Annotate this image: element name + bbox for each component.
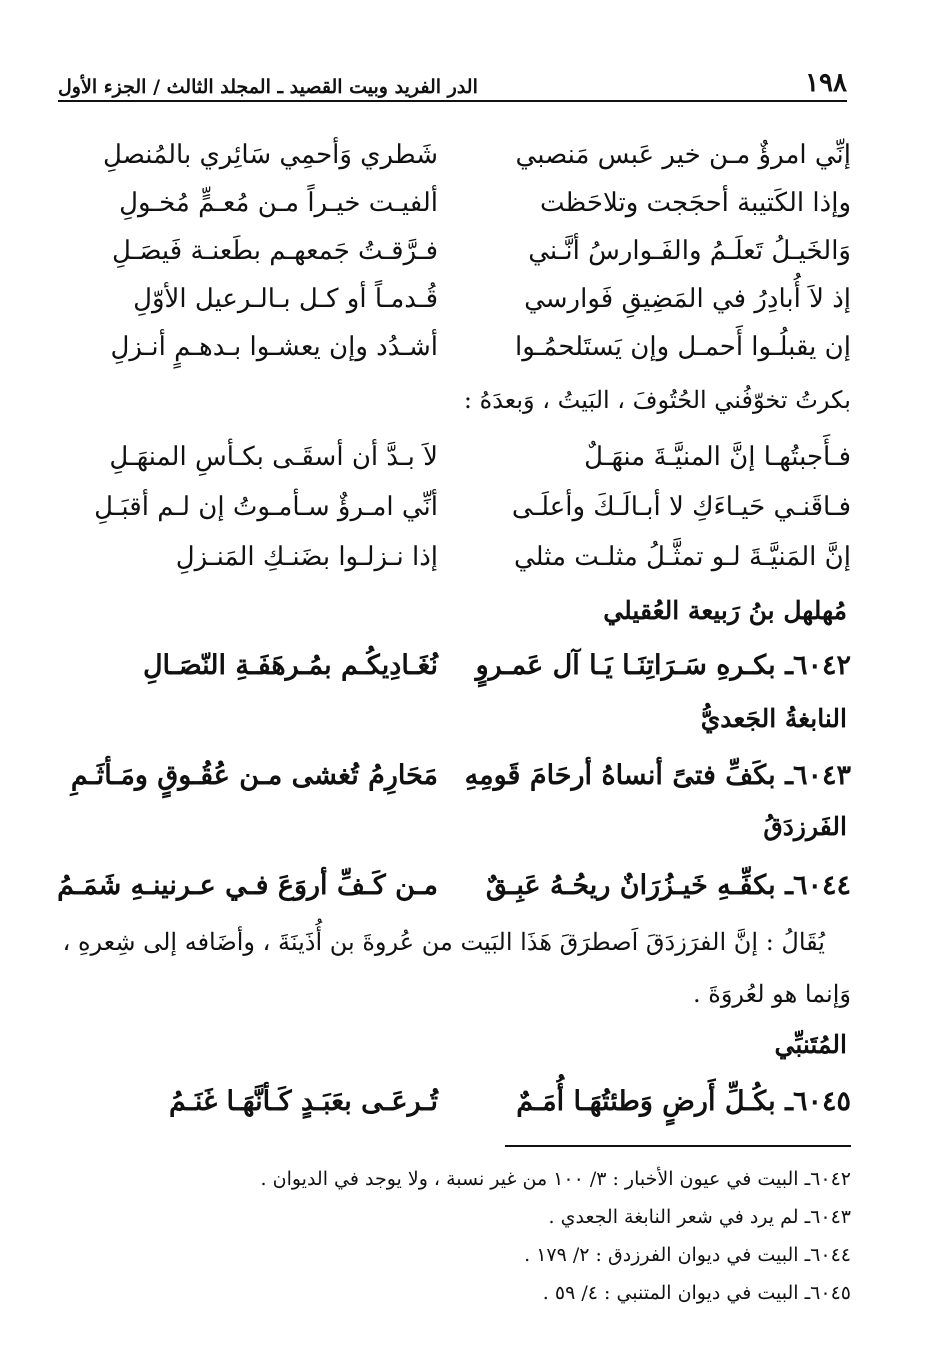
verse-number: ٦٠٤٢ـ <box>785 649 851 681</box>
intro-line: بكرتُ تخوّفُني الحُتُوفَ ، البَيتُ ، وَبعدَهُ : <box>463 386 851 414</box>
numbered-verse <box>108 1078 851 1124</box>
second-hemistich: تُـرعَـى بعَبَـدٍ كَـأنَّهَـا غَنَـمُ <box>168 1085 438 1117</box>
second-hemistich: لاَ بـدَّ أن أسقَـى بكـأسِ المنهَـلِ <box>109 442 438 472</box>
second-hemistich: شَطري وَأحمِي سَائِري بالمُنصلِ <box>103 140 438 170</box>
poet-name: النابغةُ الجَعديُّ <box>700 704 847 733</box>
verse-line <box>108 276 851 322</box>
page-number: ١٩٨ <box>805 68 847 98</box>
poet-name: مُهلهل بنُ رَبيعة العُقيلي <box>603 596 847 625</box>
footnote: ٦٠٤٢ـ البيت في عيون الأخبار : ٣/ ١٠٠ من غير نسبة ، ولا يوجد في الديوان . <box>260 1168 851 1190</box>
first-hemistich <box>464 759 851 791</box>
second-hemistich: نُغَـادِيكُـم بمُـرهَفَـةِ النّصَـالِ <box>142 649 438 681</box>
second-hemistich: ألفيـت خيـراً مـن مُعـمٍّ مُخـولِ <box>119 188 438 218</box>
page-header <box>58 58 847 98</box>
verse-line <box>108 180 851 226</box>
note-line: يُقَالُ : إنَّ الفرَزدَقَ اَصطرَقَ هَذَا البَيت من عُروةَ بن أُذَينَةَ ، وأضَافه إلى شِعرهِ ، <box>62 928 825 956</box>
second-hemistich: مـن كَـفِّ أروَعَ فـي عـرنينـهِ شَمَـمُ <box>57 869 438 901</box>
verse-number: ٦٠٤٤ـ <box>785 869 851 901</box>
verse-number: ٦٠٤٥ـ <box>785 1085 851 1117</box>
second-hemistich: أشـدُد وإن يعشـوا بـدهـمٍ أنـزلِ <box>110 332 438 362</box>
first-hemistich: فـاقَنـي حَيـاءَكِ لا أبـالَـكَ وأعلَـى <box>511 492 851 522</box>
first-hemistich-text: بكَفِّ فتىً أنساهُ أرحَامَ قَومِهِ <box>464 759 776 791</box>
verse-line <box>108 324 851 370</box>
note-line: وَإنما هو لعُروَةَ . <box>693 980 851 1008</box>
footnote: ٦٠٤٣ـ لم يرد في شعر النابغة الجعدي . <box>548 1206 851 1228</box>
first-hemistich <box>485 869 851 901</box>
second-hemistich: فـرَّقـتُ جَمعهـم بطَعنـة فَيصَـلِ <box>112 236 438 266</box>
header-rule <box>58 100 847 102</box>
verse-line <box>94 484 851 530</box>
second-hemistich: إذا نـزلـوا بضَنـكِ المَنـزلِ <box>175 542 438 572</box>
first-hemistich: إن يقبلُـوا أَحمـل وإن يَستَلحمُـوا <box>515 332 851 362</box>
first-hemistich-text: بكُـلِّ أَرضٍ وَطئتُهَـا أُمَـمٌ <box>516 1085 776 1117</box>
numbered-verse <box>70 752 851 798</box>
verse-line <box>103 132 851 178</box>
numbered-verse <box>57 862 851 908</box>
running-title: الدر الفريد وبيت القصيد ـ المجلد الثالث / الجزء الأول <box>58 76 478 98</box>
verse-line <box>108 534 851 580</box>
footnote: ٦٠٤٥ـ البيت في ديوان المتنبي : ٤/ ٥٩ . <box>542 1282 851 1304</box>
first-hemistich: إذ لاَ أُبادِرُ في المَضِيقِ فَوارسي <box>524 284 851 314</box>
second-hemistich: قُـدمـاً أو كـل بـالـرعيل الأوّلِ <box>133 284 438 314</box>
verse-line <box>108 228 851 274</box>
numbered-verse <box>108 642 851 688</box>
first-hemistich <box>475 649 851 681</box>
first-hemistich: وإذا الكَتيبة أحجَجت وتلاحَظت <box>540 188 851 218</box>
first-hemistich: إنِّي امرؤٌ مـن خير عَبس مَنصبي <box>515 140 851 170</box>
second-hemistich: أنِّي امـرؤٌ سـأمـوتُ إن لـم أقبَـلِ <box>94 492 438 522</box>
first-hemistich: وَالخَيـلُ تَعلَـمُ والفَـوارسُ أنَّـني <box>528 236 851 266</box>
first-hemistich-text: بكفِّـهِ خَيـزُرَانٌ ريحُـهُ عَبِـقٌ <box>485 869 776 901</box>
poet-name: المُتَنبِّي <box>774 1030 847 1059</box>
first-hemistich <box>516 1085 851 1117</box>
footnote: ٦٠٤٤ـ البيت في ديوان الفرزدق : ٢/ ١٧٩ . <box>524 1244 851 1266</box>
footnote-rule <box>505 1145 851 1147</box>
verse-line <box>108 434 851 480</box>
first-hemistich-text: بكـرهِ سَـرَاتِنَـا يَـا آل عَمـروٍ <box>475 649 776 681</box>
poet-name: الفَرزدَقُ <box>763 812 847 841</box>
first-hemistich: فـأَجبتُهـا إنَّ المنيَّـةَ منهَـلٌ <box>584 442 851 472</box>
second-hemistich: مَحَارِمُ تُغشى مـن عُقُـوقٍ ومَـأثَـمِ <box>70 759 438 791</box>
verse-number: ٦٠٤٣ـ <box>785 759 851 791</box>
first-hemistich: إنَّ المَنيَّـةَ لـو تمثَّـلُ مثلـت مثلي <box>513 542 851 572</box>
